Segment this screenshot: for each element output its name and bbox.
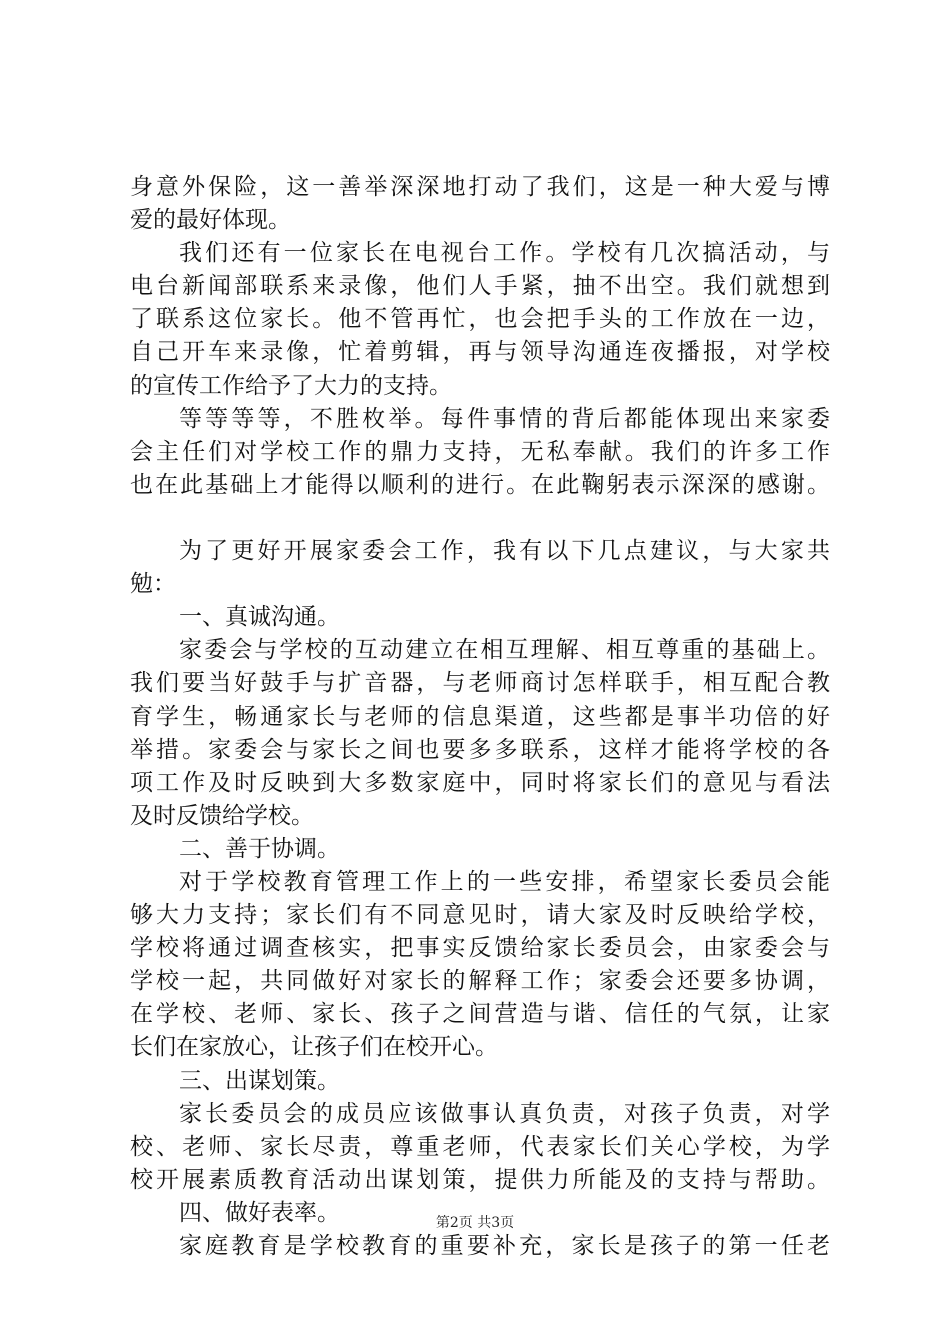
text-line: 等等等等，不胜枚举。每件事情的背后都能体现出来家委 — [179, 405, 830, 432]
text-line: 家委会与学校的互动建立在相互理解、相互尊重的基础上。 — [179, 637, 830, 664]
page-footer: 第2页 共3页 — [435, 1215, 515, 1231]
text-line: 在学校、老师、家长、孩子之间营造与谐、信任的气氛，让家 — [130, 1001, 830, 1028]
text-line: 电台新闻部联系来录像，他们人手紧，抽不出空。我们就想到 — [130, 273, 830, 300]
section-heading: 一、真诚沟通。 — [179, 604, 340, 631]
text-line: 够大力支持；家长们有不同意见时，请大家及时反映给学校， — [130, 902, 830, 929]
text-line: 我们还有一位家长在电视台工作。学校有几次搞活动，与 — [179, 240, 830, 267]
text-line: 自己开车来录像，忙着剪辑，再与领导沟通连夜播报，对学校 — [130, 339, 830, 366]
text-line: 家庭教育是学校教育的重要补充，家长是孩子的第一任老 — [179, 1233, 830, 1259]
text-line: 的宣传工作给予了大力的支持。 — [130, 372, 452, 399]
text-line: 我们要当好鼓手与扩音器，与老师商讨怎样联手，相互配合教 — [130, 670, 830, 697]
text-line: 校、老师、家长尽责，尊重老师，代表家长们关心学校，为学 — [130, 1133, 830, 1160]
section-heading: 四、做好表率。 — [179, 1199, 340, 1226]
text-line: 项工作及时反映到大多数家庭中，同时将家长们的意见与看法 — [130, 769, 830, 796]
section-heading: 二、善于协调。 — [179, 835, 340, 862]
text-line: 举措。家委会与家长之间也要多多联系，这样才能将学校的各 — [130, 736, 830, 763]
text-line: 也在此基础上才能得以顺利的进行。在此鞠躬表示深深的感谢。 — [130, 471, 830, 498]
text-line: 育学生，畅通家长与老师的信息渠道，这些都是事半功倍的好 — [130, 703, 830, 730]
text-line: 为了更好开展家委会工作，我有以下几点建议，与大家共 — [179, 538, 830, 565]
text-line: 了联系这位家长。他不管再忙，也会把手头的工作放在一边， — [130, 306, 830, 333]
text-line: 校开展素质教育活动出谋划策，提供力所能及的支持与帮助。 — [130, 1166, 830, 1193]
section-heading: 三、出谋划策。 — [179, 1067, 340, 1094]
text-line: 身意外保险，这一善举深深地打动了我们，这是一种大爱与博 — [130, 174, 830, 200]
text-line: 爱的最好体现。 — [130, 207, 291, 234]
text-line: 长们在家放心，让孩子们在校开心。 — [130, 1034, 498, 1061]
text-line: 及时反馈给学校。 — [130, 802, 314, 829]
text-line: 勉： — [130, 571, 176, 598]
text-line: 学校一起，共同做好对家长的解释工作；家委会还要多协调， — [130, 968, 830, 995]
blank-line — [130, 502, 830, 535]
text-line: 学校将通过调查核实，把事实反馈给家长委员会，由家委会与 — [130, 935, 830, 962]
text-line: 对于学校教育管理工作上的一些安排，希望家长委员会能 — [179, 868, 830, 895]
text-line: 家长委员会的成员应该做事认真负责，对孩子负责，对学 — [179, 1100, 830, 1127]
document-body — [130, 171, 830, 1263]
text-line: 会主任们对学校工作的鼎力支持，无私奉献。我们的许多工作 — [130, 438, 830, 465]
